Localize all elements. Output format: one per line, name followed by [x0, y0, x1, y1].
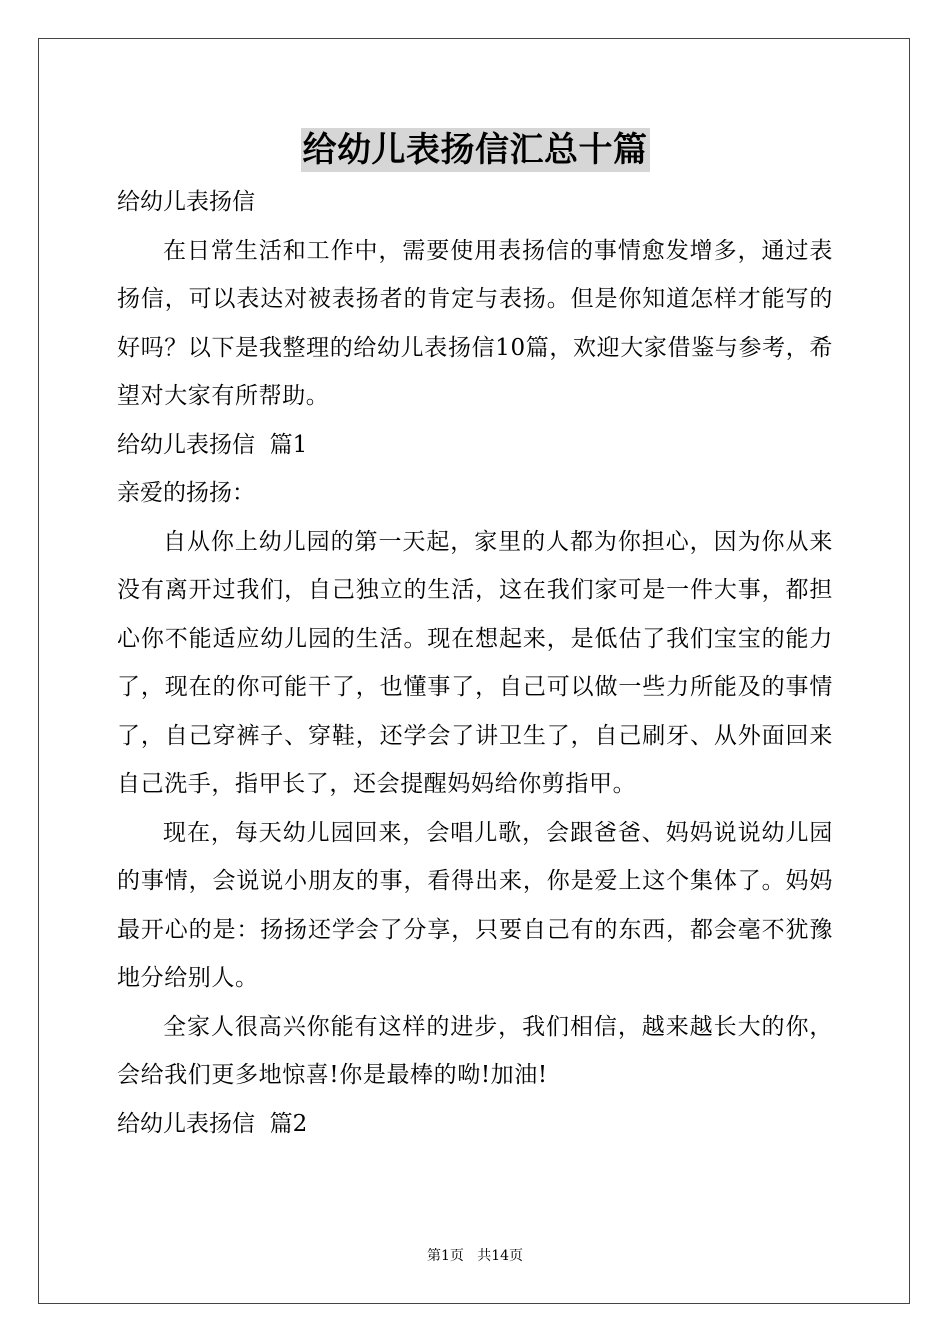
section-heading-2: 给幼儿表扬信 篇2 — [117, 1110, 308, 1137]
page-number-footer: 第1页 共14页 — [426, 1248, 524, 1264]
section-heading-1: 给幼儿表扬信 篇1 — [117, 431, 308, 458]
body-paragraph: 全家人很高兴你能有这样的进步，我们相信，越来越长大的你，会给我们更多地惊喜!你是最棒的呦!加油! — [117, 1013, 833, 1088]
intro-paragraph: 在日常生活和工作中，需要使用表扬信的事情愈发增多，通过表扬信，可以表达对被表扬者的肯定与表扬。但是你知道怎样才能写的好吗？以下是我整理的给幼儿表扬信10篇，欢迎大家借鉴与参考，希望对大家有所帮助。 — [117, 237, 833, 409]
document-body — [117, 178, 833, 1148]
document-title: 给幼儿表扬信汇总十篇 — [302, 130, 648, 170]
intro-heading: 给幼儿表扬信 — [117, 189, 255, 215]
body-paragraph: 自从你上幼儿园的第一天起，家里的人都为你担心，因为你从来没有离开过我们，自己独立的生活，这在我们家可是一件大事，都担心你不能适应幼儿园的生活。现在想起来，是低估了我们宝宝的能力了，现在的你可能干了，也懂事了，自己可以做一些力所能及的事情了，自己穿裤子、穿鞋，还学会了讲卫生了，自己刷牙、从外面回来自己洗手，指甲长了，还会提醒妈妈给你剪指甲。 — [117, 528, 833, 797]
title-container — [0, 128, 950, 172]
body-paragraph: 现在，每天幼儿园回来，会唱儿歌，会跟爸爸、妈妈说说幼儿园的事情，会说说小朋友的事，看得出来，你是爱上这个集体了。妈妈最开心的是：扬扬还学会了分享，只要自己有的东西，都会毫不犹豫地分给别人。 — [117, 819, 833, 991]
salutation: 亲爱的扬扬： — [117, 480, 255, 506]
